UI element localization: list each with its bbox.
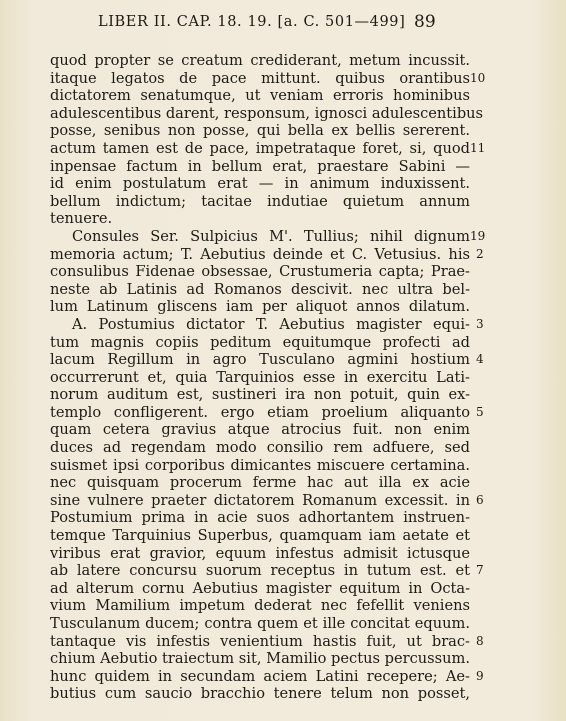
- section-number: 19: [470, 228, 486, 243]
- text-line: [50, 667, 484, 686]
- text-line: [50, 421, 470, 439]
- text-line: [50, 227, 486, 246]
- line-text: inpensae factum in bellum erat, praestare Sabini —: [50, 157, 470, 175]
- line-text: tantaque vis infestis venientium hastis fuit, ut brac-: [50, 632, 470, 650]
- line-text: dictatorem senatumque, ut veniam erroris hominibus: [50, 87, 470, 105]
- line-text: actum tamen est de pace, impetrataque foret, si, quod: [50, 139, 470, 157]
- line-text: duces ad regendam modo consilio rem adfuere, sed: [50, 439, 470, 457]
- line-text: lum Latinum gliscens iam per aliquot annos dilatum.: [50, 298, 470, 316]
- line-text: lacum Regillum in agro Tusculano agmini hostium: [50, 351, 470, 369]
- text-line: [50, 298, 470, 316]
- text-line: [50, 597, 470, 615]
- page-number: 89: [414, 12, 436, 32]
- line-text: posse, senibus non posse, qui bella ex bellis sererent.: [50, 122, 470, 140]
- text-line: [50, 474, 470, 492]
- running-header: [0, 14, 566, 36]
- section-number: 8: [476, 633, 484, 648]
- line-text: neste ab Latinis ad Romanos descivit. nec ultra bel-: [50, 280, 470, 298]
- text-line: [50, 334, 470, 352]
- text-line: [50, 193, 470, 211]
- line-text: Tusculanum ducem; contra quem et ille concitat equum.: [50, 615, 470, 632]
- text-line: [50, 245, 484, 264]
- line-text: quod propter se creatum crediderant, metum incussit.: [50, 52, 470, 69]
- text-line: [50, 263, 470, 281]
- line-text: viribus erat gravior, equum infestus admisit ictusque: [50, 544, 470, 562]
- line-text: nec quisquam procerum ferme hac aut illa ex acie: [50, 474, 470, 492]
- line-text: ab latere concursu suorum receptus in tutum est. et: [50, 562, 470, 580]
- text-line: [50, 52, 470, 70]
- text-line: [50, 545, 470, 563]
- line-text: consulibus Fidenae obsessae, Crustumeria capta; Prae-: [50, 263, 470, 281]
- line-text: bellum indictum; tacitae indutiae quietum annum: [50, 192, 470, 210]
- section-number: 11: [470, 140, 486, 155]
- text-line: [50, 491, 484, 510]
- text-line: [50, 315, 484, 334]
- text-line: [50, 104, 484, 123]
- line-text: quam cetera gravius atque atrocius fuit. non enim: [50, 421, 470, 439]
- text-line: [50, 369, 470, 387]
- line-text: norum auditum est, sustineri ira non potuit, quin ex-: [50, 386, 470, 404]
- text-line: [50, 685, 470, 703]
- text-line: [50, 175, 470, 193]
- line-text: adulescentibus darent, responsum, ignosci adulescentibus: [50, 104, 484, 122]
- line-text: Consules Ser. Sulpicius M'. Tullius; nihil dignum: [72, 227, 470, 245]
- line-text: Postumium prima in acie suos adhortantem instruen-: [50, 509, 470, 527]
- text-line: [50, 403, 484, 422]
- section-number: 9: [476, 668, 484, 683]
- body-text: [50, 52, 486, 703]
- section-number: 6: [476, 492, 484, 507]
- section-number: 2: [476, 246, 484, 261]
- text-line: [50, 351, 484, 369]
- line-text: tum magnis copiis peditum equitumque profecti ad: [50, 333, 470, 351]
- line-text: temque Tarquinius Superbus, quamquam iam aetate et: [50, 527, 470, 545]
- text-line: [50, 580, 470, 598]
- text-line: [50, 615, 470, 633]
- text-line: [50, 457, 470, 475]
- section-number: 4: [476, 352, 484, 367]
- text-line: [50, 439, 470, 457]
- section-number: 5: [476, 404, 484, 419]
- text-line: [50, 139, 486, 158]
- text-line: [50, 509, 470, 527]
- text-line: [50, 562, 484, 580]
- line-text: itaque legatos de pace mittunt. quibus orantibus: [50, 69, 470, 87]
- line-text: memoria actum; T. Aebutius deinde et C. Vetusius. his: [50, 245, 470, 263]
- line-text: butius cum saucio bracchio tenere telum non posset,: [50, 685, 470, 703]
- line-text: sine vulnere praeter dictatorem Romanum excessit. in: [50, 491, 470, 509]
- line-text: vium Mamilium impetum dederat nec fefellit veniens: [50, 597, 470, 615]
- text-line: [50, 210, 470, 228]
- text-line: [50, 650, 470, 668]
- text-line: [50, 632, 484, 651]
- section-number: 10: [470, 70, 486, 85]
- text-line: [50, 527, 470, 545]
- line-text: hunc quidem in secundam aciem Latini recepere; Ae-: [50, 667, 470, 685]
- text-line: [50, 87, 470, 105]
- line-text: tenuere.: [50, 210, 113, 228]
- text-line: [50, 69, 486, 88]
- line-text: templo confligerent. ergo etiam proelium aliquanto: [50, 403, 470, 421]
- line-text: id enim postulatum erat — in animum induxissent.: [50, 175, 470, 193]
- line-text: A. Postumius dictator T. Aebutius magister equi-: [72, 315, 470, 333]
- line-text: suismet ipsi corporibus dimicantes miscuere certamina.: [50, 456, 470, 474]
- text-line: [50, 158, 470, 176]
- text-line: [50, 386, 470, 404]
- running-title: LIBER II. CAP. 18. 19. [a. C. 501—499]: [98, 14, 406, 30]
- text-line: [50, 281, 470, 299]
- line-text: occurrerunt et, quia Tarquinios esse in exercitu Lati-: [50, 368, 470, 386]
- line-text: ad alterum cornu Aebutius magister equitum in Octa-: [50, 579, 470, 597]
- section-number: 3: [476, 316, 484, 331]
- line-text: chium Aebutio traiectum sit, Mamilio pectus percussum.: [50, 650, 470, 668]
- text-line: [50, 122, 470, 140]
- section-number: 7: [476, 563, 484, 578]
